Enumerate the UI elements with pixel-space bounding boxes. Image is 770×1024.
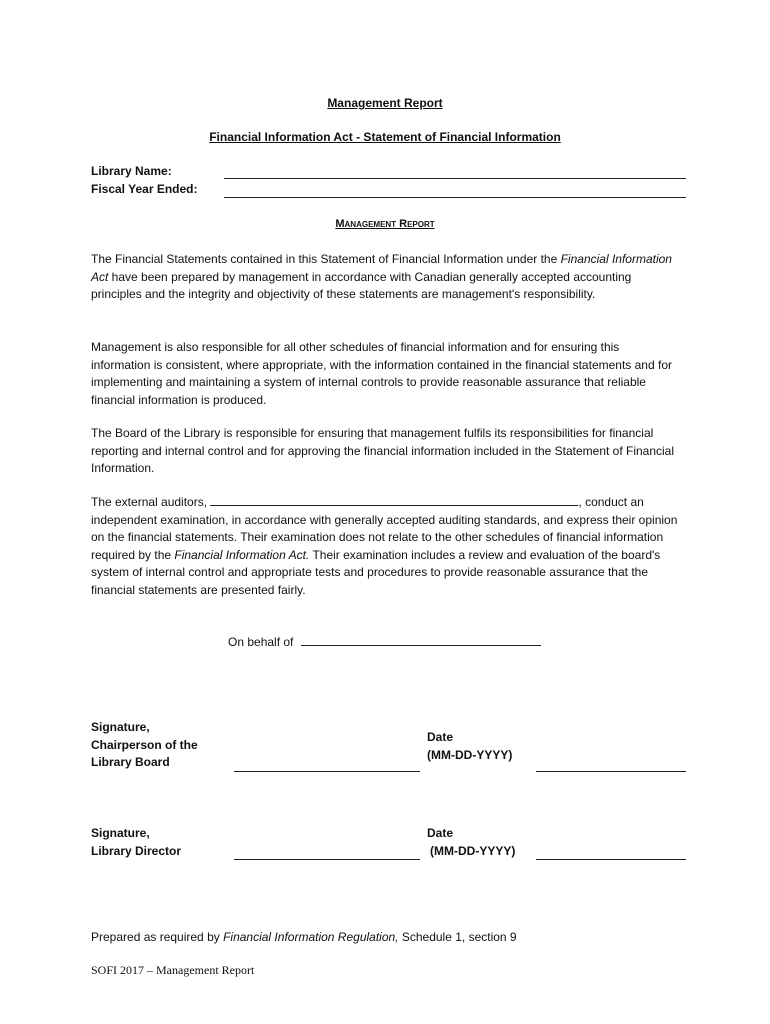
chair-signature-field[interactable] [234, 771, 420, 772]
paragraph-1 [91, 251, 681, 304]
prepared-text-b: Schedule 1, section 9 [398, 930, 517, 944]
paragraph-4-text-c: Their examination includes a review and evaluation of the board's system of internal control and appropriate tests and procedures to provide reasonable assurance that the financial statements are presented fairly. [91, 547, 661, 597]
director-signature-line-1: Signature, [91, 826, 150, 840]
chair-date-line-1: Date [427, 730, 454, 744]
regulation-name: Financial Information Regulation, [223, 930, 399, 944]
paragraph-4 [91, 494, 681, 599]
director-date-field[interactable] [536, 859, 686, 860]
paragraph-4-act-name: Financial Information Act. [174, 547, 310, 562]
auditors-blank-field[interactable] [210, 494, 578, 506]
prepared-text-a: Prepared as required by [91, 930, 224, 944]
chair-signature-line-3: Library Board [91, 755, 170, 769]
paragraph-2: Management is also responsible for all other schedules of financial information and for ensuring this information is consistent, where appropriate, with the information contained in the financial statements and for implementing and maintaining a system of internal controls to provide reasonable assurance that reliable financial information is produced. [91, 340, 672, 407]
on-behalf-label: On behalf of [228, 635, 294, 649]
director-date-label [427, 825, 515, 860]
page-subtitle: Financial Information Act - Statement of Financial Information [209, 130, 561, 144]
paragraph-4-text-a: The external auditors, [91, 495, 211, 509]
paragraph-4-text-b: , conduct an independent examination, in accordance with generally accepted auditing standards, and express their opinion on the financial statements. Their examination does not relate to the other schedules of financial information required by the [91, 495, 678, 562]
section-heading: Management Report [335, 218, 435, 230]
library-name-field[interactable] [224, 178, 686, 179]
on-behalf-blank-field[interactable] [301, 634, 541, 646]
fiscal-year-label: Fiscal Year Ended: [91, 182, 198, 196]
director-signature-line-2: Library Director [91, 843, 182, 858]
chair-date-field[interactable] [536, 771, 686, 772]
paragraph-1-text-a: The Financial Statements contained in this Statement of Financial Information under the [91, 252, 561, 266]
document-footer-id: SOFI 2017 – Management Report [91, 963, 255, 977]
chair-signature-label [91, 719, 198, 772]
paragraph-3: The Board of the Library is responsible for ensuring that management fulfils its responsibilities for financial reporting and internal control and for approving the financial information included in the Statement of Financial Information. [91, 426, 675, 475]
director-date-line-2: (MM-DD-YYYY) [430, 843, 516, 858]
director-signature-label [91, 825, 181, 860]
chair-signature-line-2: Chairperson of the [91, 737, 198, 752]
chair-date-label [427, 729, 512, 764]
director-date-line-1: Date [427, 826, 454, 840]
chair-date-line-2: (MM-DD-YYYY) [427, 747, 513, 762]
on-behalf-line [228, 634, 541, 649]
fiscal-year-field[interactable] [224, 197, 686, 198]
paragraph-1-act-name: Financial Information Act [91, 252, 672, 284]
library-name-label: Library Name: [91, 164, 172, 178]
page-title: Management Report [327, 96, 443, 110]
chair-signature-line-1: Signature, [91, 720, 150, 734]
director-signature-field[interactable] [234, 859, 420, 860]
paragraph-1-text-b: have been prepared by management in accordance with Canadian generally accepted accounting principles and the integrity and objectivity of these statements are management's responsibility. [91, 269, 632, 301]
prepared-statement [91, 930, 517, 944]
